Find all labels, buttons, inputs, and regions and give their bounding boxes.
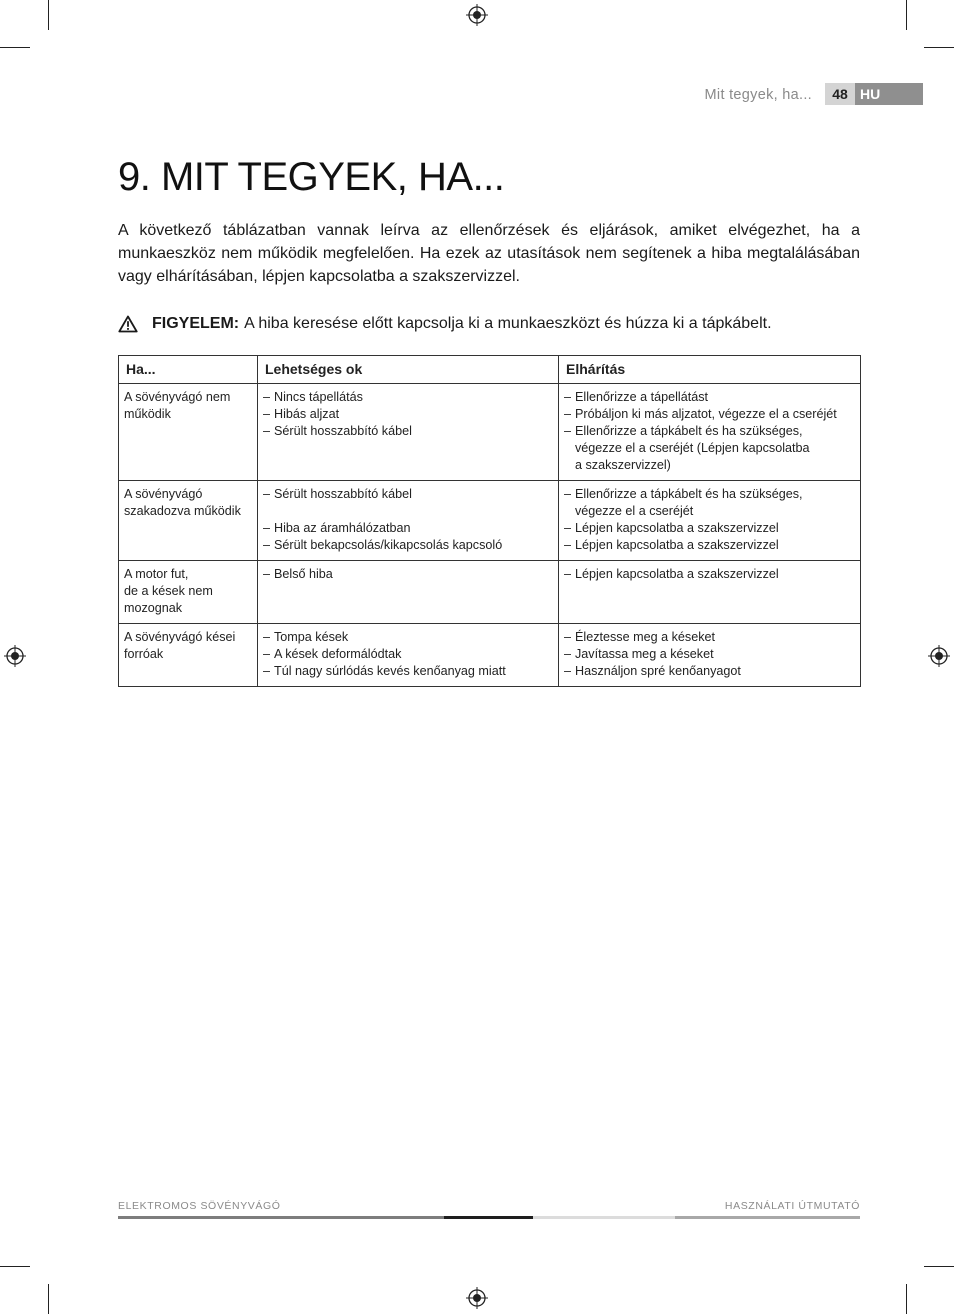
cause-item: – Sérült hosszabbító kábel xyxy=(263,424,412,438)
table-row xyxy=(119,384,861,481)
cause-item: – Hibás aljzat xyxy=(263,407,340,421)
remedy-item: – Ellenőrizze a tápellátást xyxy=(564,390,709,404)
crop-mark xyxy=(0,47,30,48)
remedy-item: – Ellenőrizze a tápkábelt és ha szükséges, végezze el a cseréjét (Lépjen kapcsolatba a szakszervizzel) xyxy=(564,424,810,472)
crop-mark xyxy=(906,0,907,30)
table-row xyxy=(119,561,861,624)
problem-text: szakadozva működik xyxy=(124,504,241,518)
column-header-cause: Lehetséges ok xyxy=(258,356,559,384)
problem-text: de a kések nem xyxy=(124,584,213,598)
table-header-row xyxy=(119,356,861,384)
remedy-cell xyxy=(559,384,861,481)
crop-mark xyxy=(48,0,49,30)
problem-text: A motor fut, xyxy=(124,567,189,581)
crop-mark xyxy=(48,1284,49,1314)
table-row xyxy=(119,624,861,687)
table-row xyxy=(119,481,861,561)
cause-item: – Túl nagy súrlódás kevés kenőanyag miatt xyxy=(263,664,506,678)
cause-cell xyxy=(258,624,559,687)
registration-mark-icon xyxy=(466,4,488,26)
cause-item: – Nincs tápellátás xyxy=(263,390,363,404)
warning-triangle-icon xyxy=(118,315,138,333)
footer-document-type: HASZNÁLATI ÚTMUTATÓ xyxy=(724,1200,860,1212)
problem-text: mozognak xyxy=(124,601,183,615)
page-number: 48 xyxy=(825,83,855,105)
column-header-problem: Ha... xyxy=(119,356,258,384)
footer-product-name: ELEKTROMOS SÖVÉNYVÁGÓ xyxy=(118,1200,281,1212)
cause-spacer xyxy=(263,503,553,520)
remedy-item: – Használjon spré kenőanyagot xyxy=(564,664,741,678)
page-title: 9. MIT TEGYEK, HA... xyxy=(118,155,505,199)
warning-text: A hiba keresése előtt kapcsolja ki a munkaeszközt és húzza ki a tápkábelt. xyxy=(244,315,772,332)
problem-text: A sövényvágó nem xyxy=(124,390,231,404)
running-header-title: Mit tegyek, ha... xyxy=(704,87,812,103)
problem-text: forróak xyxy=(124,647,164,661)
column-header-remedy: Elhárítás xyxy=(559,356,861,384)
problem-text: A sövényvágó xyxy=(124,487,203,501)
problem-cell xyxy=(119,481,258,561)
remedy-cell xyxy=(559,481,861,561)
footer-bar-segment xyxy=(444,1216,533,1219)
warning-notice xyxy=(118,313,860,335)
remedy-item: – Lépjen kapcsolatba a szakszervizzel xyxy=(564,567,779,581)
problem-cell xyxy=(119,561,258,624)
crop-mark xyxy=(906,1284,907,1314)
remedy-item: – Éleztesse meg a késeket xyxy=(564,630,716,644)
warning-label: FIGYELEM: xyxy=(152,315,240,332)
crop-mark xyxy=(924,47,954,48)
problem-text: működik xyxy=(124,407,171,421)
remedy-item: – Javítassa meg a késeket xyxy=(564,647,714,661)
footer-bar-segment xyxy=(675,1216,860,1219)
cause-item: – Sérült hosszabbító kábel xyxy=(263,487,412,501)
cause-cell xyxy=(258,481,559,561)
remedy-item: – Próbáljon ki más aljzatot, végezze el a cseréjét xyxy=(564,407,837,421)
remedy-cell xyxy=(559,624,861,687)
crop-mark xyxy=(924,1266,954,1267)
registration-mark-icon xyxy=(4,645,26,667)
footer-bar-segment xyxy=(533,1216,675,1219)
crop-mark xyxy=(0,1266,30,1267)
remedy-item: – Lépjen kapcsolatba a szakszervizzel xyxy=(564,538,779,552)
intro-paragraph: A következő táblázatban vannak leírva az ellenőrzések és eljárások, amiket elvégezhet, ha a munkaeszköz nem működik megfelelően. Ha ezek az utasítások nem segítenek a hiba megtalálásában vagy elhárításában, lépjen kapcsolatba a szakszervizzel. xyxy=(118,222,860,285)
remedy-item: – Lépjen kapcsolatba a szakszervizzel xyxy=(564,521,779,535)
remedy-item: – Ellenőrizze a tápkábelt és ha szükséges, végezze el a cseréjét xyxy=(564,487,803,518)
cause-cell xyxy=(258,384,559,481)
registration-mark-icon xyxy=(928,645,950,667)
problem-cell xyxy=(119,624,258,687)
remedy-cell xyxy=(559,561,861,624)
cause-item: – Belső hiba xyxy=(263,567,333,581)
registration-mark-icon xyxy=(466,1287,488,1309)
language-badge: HU xyxy=(855,83,923,105)
problem-text: A sövényvágó kései xyxy=(124,630,236,644)
cause-item: – Hiba az áramhálózatban xyxy=(263,521,411,535)
cause-cell xyxy=(258,561,559,624)
footer-bar-segment xyxy=(118,1216,444,1219)
problem-cell xyxy=(119,384,258,481)
cause-item: – A kések deformálódtak xyxy=(263,647,402,661)
cause-item: – Sérült bekapcsolás/kikapcsolás kapcsoló xyxy=(263,538,503,552)
cause-item: – Tompa kések xyxy=(263,630,349,644)
troubleshooting-table xyxy=(118,355,861,687)
